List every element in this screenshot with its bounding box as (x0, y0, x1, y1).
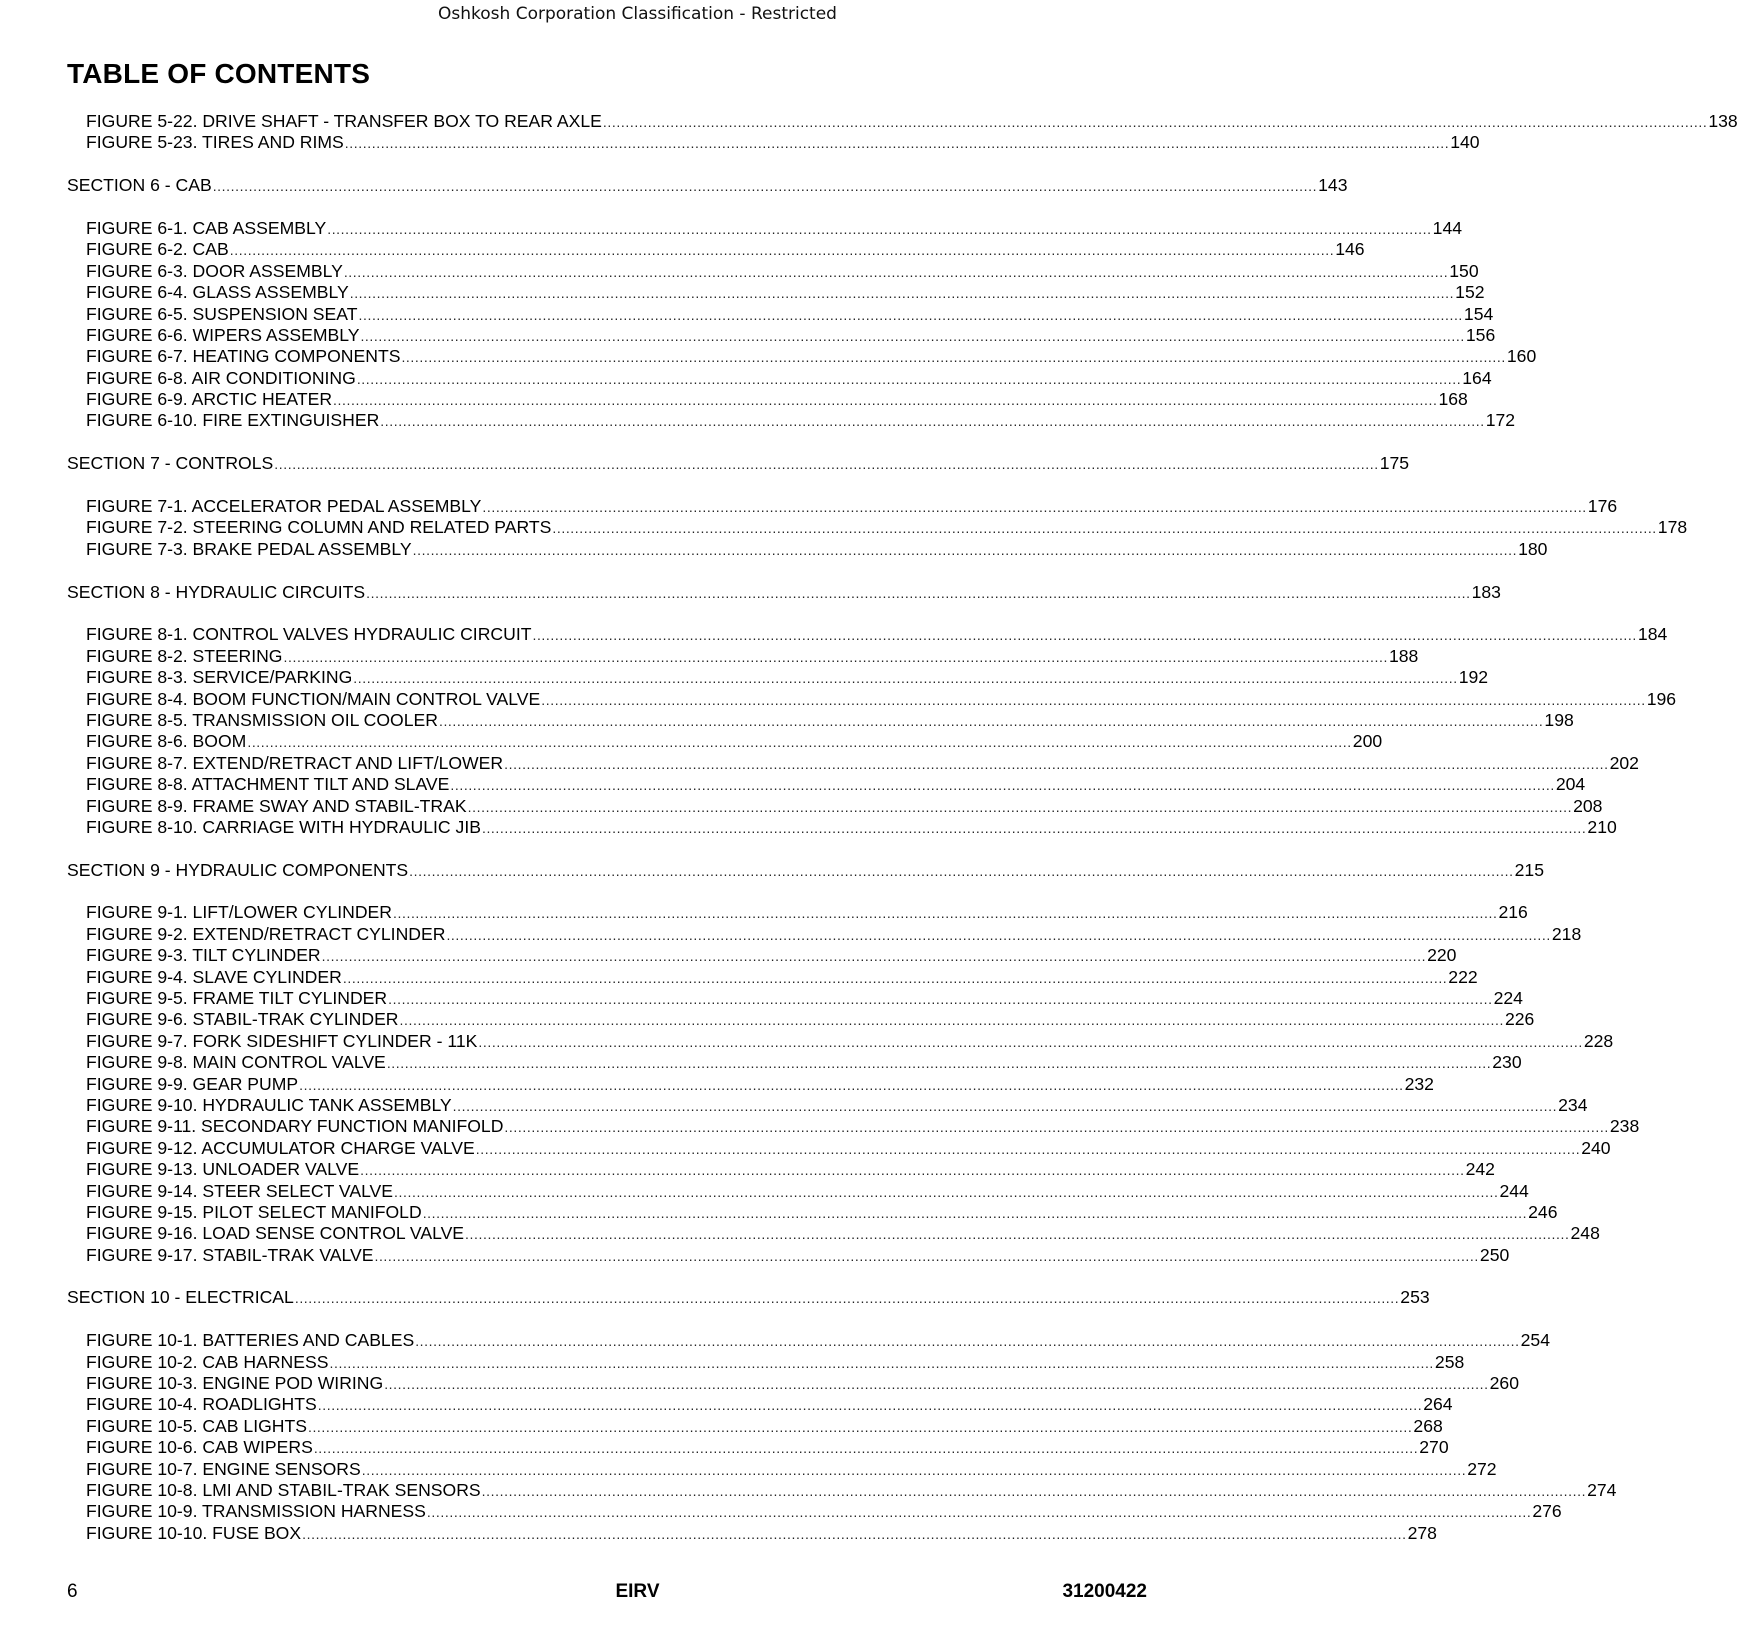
toc-figure-entry[interactable] (67, 217, 1463, 239)
toc-entry-page: 146 (1335, 239, 1365, 260)
toc-entry-page: 228 (1583, 1030, 1614, 1051)
dot-leader: ...................................................................................................................................................................................................................................................... (426, 1504, 1532, 1521)
toc-entry-label: FIGURE 8-2. STEERING (86, 645, 283, 666)
toc-figure-entry[interactable] (67, 282, 1485, 303)
toc-figure-entry[interactable] (67, 538, 1548, 560)
dot-leader: ...................................................................................................................................................................................................................................................... (504, 1119, 1609, 1136)
toc-entry-page: 276 (1532, 1501, 1562, 1522)
toc-entry-page: 272 (1467, 1458, 1497, 1479)
toc-entry-label: FIGURE 6-4. GLASS ASSEMBLY (86, 282, 349, 303)
toc-entry-label: FIGURE 10-5. CAB LIGHTS (86, 1415, 307, 1436)
toc-entry-label: FIGURE 9-4. SLAVE CYLINDER (86, 966, 342, 987)
toc-figure-entry[interactable] (67, 667, 1489, 688)
dot-leader: ...................................................................................................................................................................................................................................................... (374, 1247, 1479, 1264)
toc-entry-page: 178 (1657, 517, 1688, 538)
toc-entry-label: FIGURE 9-16. LOAD SENSE CONTROL VALVE (86, 1223, 465, 1244)
toc-figure-entry[interactable] (67, 1159, 1495, 1180)
toc-section-entry[interactable] (67, 1287, 1430, 1308)
toc-entry-label: FIGURE 10-4. ROADLIGHTS (86, 1394, 317, 1415)
toc-figure-entry[interactable] (67, 945, 1457, 966)
toc-figure-entry[interactable] (67, 1415, 1443, 1437)
toc-entry-page: 248 (1570, 1223, 1600, 1244)
dot-leader: ...................................................................................................................................................................................................................................................... (450, 777, 1555, 794)
toc-entry-page: 278 (1407, 1522, 1437, 1543)
toc-entry-label: FIGURE 10-3. ENGINE POD WIRING (86, 1373, 384, 1394)
toc-entry-page: 183 (1471, 581, 1501, 602)
toc-entry-page: 175 (1379, 453, 1410, 474)
toc-entry-label: FIGURE 10-6. CAB WIPERS (86, 1437, 313, 1458)
toc-figure-entry[interactable] (67, 260, 1479, 282)
footer-doc-number: 31200422 (1062, 1581, 1147, 1602)
toc-entry-label: FIGURE 10-2. CAB HARNESS (86, 1351, 329, 1372)
dot-leader: ...................................................................................................................................................................................................................................................... (552, 520, 1657, 537)
toc-entry-page: 200 (1352, 731, 1383, 752)
dot-leader: ...................................................................................................................................................................................................................................................... (412, 541, 1518, 558)
toc-figure-entry[interactable] (67, 410, 1516, 431)
toc-entry-page: 246 (1528, 1201, 1558, 1222)
toc-entry-label: FIGURE 10-8. LMI AND STABIL-TRAK SENSORS (86, 1480, 481, 1500)
dot-leader: ...................................................................................................................................................................................................................................................... (384, 1376, 1489, 1393)
toc-entry-page: 216 (1498, 902, 1528, 923)
toc-entry-page: 226 (1504, 1009, 1535, 1030)
toc-entry-label: FIGURE 10-7. ENGINE SENSORS (86, 1458, 361, 1479)
toc-figure-entry[interactable] (67, 346, 1537, 367)
toc-entry-label: FIGURE 6-7. HEATING COMPONENTS (86, 346, 401, 367)
toc-entry-label: FIGURE 8-4. BOOM FUNCTION/MAIN CONTROL VALVE (86, 688, 541, 709)
dot-leader: ...................................................................................................................................................................................................................................................... (482, 499, 1587, 516)
toc-figure-entry[interactable] (67, 1522, 1437, 1544)
toc-entry-label: FIGURE 6-6. WIPERS ASSEMBLY (86, 324, 360, 345)
toc-entry-label: FIGURE 5-22. DRIVE SHAFT - TRANSFER BOX TO REAR AXLE (86, 111, 602, 131)
toc-entry-label: FIGURE 7-3. BRAKE PEDAL ASSEMBLY (86, 538, 412, 559)
dot-leader: ...................................................................................................................................................................................................................................................... (446, 926, 1551, 943)
dot-leader: ...................................................................................................................................................................................................................................................... (358, 306, 1463, 323)
toc-entry-page: 220 (1427, 945, 1457, 966)
dot-leader: ...................................................................................................................................................................................................................................................... (360, 327, 1465, 344)
dot-leader: ...................................................................................................................................................................................................................................................... (422, 1204, 1528, 1221)
toc-entry-label: FIGURE 8-1. CONTROL VALVES HYDRAULIC CIRCUIT (86, 624, 532, 645)
dot-leader: ...................................................................................................................................................................................................................................................... (302, 1525, 1407, 1542)
toc-entry-page: 242 (1465, 1159, 1495, 1180)
dot-leader: ...................................................................................................................................................................................................................................................... (342, 969, 1448, 986)
toc-entry-page: 270 (1419, 1437, 1449, 1458)
toc-entry-label: SECTION 10 - ELECTRICAL (67, 1287, 294, 1308)
toc-entry-label: FIGURE 8-9. FRAME SWAY AND STABIL-TRAK (86, 795, 467, 816)
dot-leader: ...................................................................................................................................................................................................................................................... (356, 370, 1462, 387)
dot-leader: ...................................................................................................................................................................................................................................................... (360, 1162, 1465, 1179)
toc-figure-entry[interactable] (67, 774, 1586, 795)
toc-entry-page: 222 (1448, 966, 1478, 987)
toc-figure-entry[interactable] (67, 816, 1617, 838)
toc-entry-page: 258 (1434, 1351, 1465, 1372)
toc-entry-label: FIGURE 9-2. EXTEND/RETRACT CYLINDER (86, 923, 446, 944)
dot-leader: ...................................................................................................................................................................................................................................................... (478, 1033, 1583, 1050)
toc-figure-entry[interactable] (67, 1009, 1535, 1030)
footer-page-number: 6 (67, 1581, 78, 1602)
toc-entry-page: 244 (1499, 1180, 1529, 1201)
toc-entry-label: FIGURE 9-17. STABIL-TRAK VALVE (86, 1244, 374, 1265)
toc-list (67, 111, 1738, 1544)
toc-entry-label: SECTION 9 - HYDRAULIC COMPONENTS (67, 859, 409, 880)
dot-leader: ...................................................................................................................................................................................................................................................... (409, 862, 1514, 879)
toc-entry-label: FIGURE 6-8. AIR CONDITIONING (86, 367, 356, 388)
classification-header: Oshkosh Corporation Classification - Restricted (438, 4, 837, 24)
toc-entry-page: 144 (1432, 217, 1463, 238)
dot-leader: ...................................................................................................................................................................................................................................................... (329, 1354, 1434, 1371)
dot-leader: ...................................................................................................................................................................................................................................................... (313, 1440, 1419, 1457)
toc-entry-page: 210 (1587, 816, 1617, 837)
toc-figure-entry[interactable] (67, 1373, 1519, 1394)
toc-figure-entry[interactable] (67, 111, 1738, 132)
dot-leader: ...................................................................................................................................................................................................................................................... (386, 1055, 1492, 1072)
toc-entry-page: 238 (1609, 1116, 1640, 1137)
toc-figure-entry[interactable] (67, 645, 1419, 667)
toc-section-entry[interactable] (67, 175, 1348, 196)
toc-entry-page: 254 (1520, 1330, 1550, 1351)
toc-entry-page: 253 (1400, 1287, 1430, 1308)
toc-entry-page: 204 (1555, 774, 1586, 795)
dot-leader: ...................................................................................................................................................................................................................................................... (388, 991, 1493, 1008)
dot-leader: ...................................................................................................................................................................................................................................................... (274, 456, 1379, 473)
dot-leader: ...................................................................................................................................................................................................................................................... (307, 1418, 1413, 1435)
toc-figure-entry[interactable] (67, 688, 1677, 710)
toc-entry-page: 240 (1581, 1137, 1611, 1158)
toc-entry-label: FIGURE 9-7. FORK SIDESHIFT CYLINDER - 11K (86, 1030, 478, 1051)
toc-figure-entry[interactable] (67, 988, 1523, 1009)
dot-leader: ...................................................................................................................................................................................................................................................... (465, 1226, 1570, 1243)
toc-entry-page: 264 (1423, 1394, 1453, 1415)
toc-entry-page: 202 (1609, 752, 1639, 773)
toc-figure-entry[interactable] (67, 1073, 1434, 1095)
dot-leader: ...................................................................................................................................................................................................................................................... (366, 584, 1471, 601)
toc-entry-label: FIGURE 8-6. BOOM (86, 731, 247, 752)
dot-leader: ...................................................................................................................................................................................................................................................... (344, 135, 1450, 152)
toc-figure-entry[interactable] (67, 795, 1603, 817)
toc-figure-entry[interactable] (67, 1137, 1611, 1159)
toc-entry-label: FIGURE 10-1. BATTERIES AND CABLES (86, 1330, 415, 1351)
toc-figure-entry[interactable] (67, 1330, 1550, 1351)
toc-entry-page: 232 (1404, 1073, 1434, 1094)
toc-entry-page: 218 (1551, 923, 1582, 944)
toc-entry-page: 138 (1708, 111, 1738, 131)
dot-leader: ...................................................................................................................................................................................................................................................... (212, 178, 1318, 195)
toc-entry-page: 152 (1455, 282, 1485, 303)
toc-entry-page: 215 (1514, 859, 1544, 880)
toc-entry-page: 192 (1458, 667, 1489, 688)
toc-entry-label: FIGURE 9-13. UNLOADER VALVE (86, 1159, 360, 1180)
toc-figure-entry[interactable] (67, 923, 1582, 945)
toc-entry-page: 184 (1637, 624, 1668, 645)
toc-entry-label: FIGURE 6-9. ARCTIC HEATER (86, 389, 333, 410)
toc-figure-entry[interactable] (67, 1094, 1588, 1116)
dot-leader: ...................................................................................................................................................................................................................................................... (317, 1397, 1423, 1414)
dot-leader: ...................................................................................................................................................................................................................................................... (401, 349, 1506, 366)
dot-leader: ...................................................................................................................................................................................................................................................... (294, 1290, 1400, 1307)
toc-entry-label: FIGURE 9-6. STABIL-TRAK CYLINDER (86, 1009, 399, 1030)
dot-leader: ...................................................................................................................................................................................................................................................... (399, 1012, 1504, 1029)
toc-entry-page: 176 (1587, 496, 1618, 517)
dot-leader: ...................................................................................................................................................................................................................................................... (481, 819, 1587, 836)
toc-figure-entry[interactable] (67, 517, 1688, 538)
toc-figure-entry[interactable] (67, 324, 1496, 346)
toc-entry-page: 268 (1413, 1415, 1443, 1436)
toc-entry-label: FIGURE 6-1. CAB ASSEMBLY (86, 217, 327, 238)
toc-figure-entry[interactable] (67, 1030, 1614, 1052)
toc-entry-label: FIGURE 10-10. FUSE BOX (86, 1522, 302, 1543)
toc-figure-entry[interactable] (67, 1437, 1449, 1458)
toc-entry-label: FIGURE 8-7. EXTEND/RETRACT AND LIFT/LOWER (86, 752, 504, 773)
dot-leader: ...................................................................................................................................................................................................................................................... (415, 1333, 1520, 1350)
toc-section-entry[interactable] (67, 581, 1501, 603)
toc-entry-label: FIGURE 9-15. PILOT SELECT MANIFOLD (86, 1201, 422, 1222)
toc-section-entry[interactable] (67, 453, 1410, 474)
toc-figure-entry[interactable] (67, 239, 1365, 260)
toc-entry-page: 172 (1485, 410, 1516, 431)
toc-figure-entry[interactable] (67, 1052, 1522, 1073)
dot-leader: ...................................................................................................................................................................................................................................................... (475, 1140, 1581, 1157)
dot-leader: ...................................................................................................................................................................................................................................................... (467, 798, 1573, 815)
dot-leader: ...................................................................................................................................................................................................................................................... (283, 648, 1388, 665)
toc-figure-entry[interactable] (67, 132, 1480, 153)
toc-entry-page: 188 (1388, 645, 1419, 666)
dot-leader: ...................................................................................................................................................................................................................................................... (452, 1097, 1558, 1114)
dot-leader: ...................................................................................................................................................................................................................................................... (504, 755, 1609, 772)
dot-leader: ...................................................................................................................................................................................................................................................... (247, 734, 1352, 751)
toc-figure-entry[interactable] (67, 1201, 1558, 1223)
toc-entry-label: FIGURE 7-1. ACCELERATOR PEDAL ASSEMBLY (86, 496, 482, 517)
dot-leader: ...................................................................................................................................................................................................................................................... (392, 905, 1498, 922)
toc-entry-label: FIGURE 9-12. ACCUMULATOR CHARGE VALVE (86, 1137, 475, 1158)
toc-figure-entry[interactable] (67, 1116, 1640, 1137)
toc-entry-page: 164 (1462, 367, 1492, 388)
toc-entry-page: 196 (1646, 688, 1677, 709)
toc-entry-label: FIGURE 6-10. FIRE EXTINGUISHER (86, 410, 380, 431)
dot-leader: ...................................................................................................................................................................................................................................................... (327, 220, 1432, 237)
toc-figure-entry[interactable] (67, 731, 1383, 752)
toc-entry-label: FIGURE 6-3. DOOR ASSEMBLY (86, 260, 343, 281)
dot-leader: ...................................................................................................................................................................................................................................................... (380, 413, 1485, 430)
toc-entry-page: 143 (1318, 175, 1348, 196)
toc-entry-label: FIGURE 9-9. GEAR PUMP (86, 1073, 299, 1094)
toc-entry-label: FIGURE 9-14. STEER SELECT VALVE (86, 1180, 394, 1201)
dot-leader: ...................................................................................................................................................................................................................................................... (349, 285, 1455, 302)
toc-entry-page: 250 (1479, 1244, 1510, 1265)
dot-leader: ...................................................................................................................................................................................................................................................... (343, 263, 1449, 280)
toc-entry-label: FIGURE 7-2. STEERING COLUMN AND RELATED PARTS (86, 517, 552, 538)
toc-section-entry[interactable] (67, 859, 1544, 881)
toc-entry-page: 154 (1463, 303, 1494, 324)
toc-figure-entry[interactable] (67, 966, 1478, 988)
toc-entry-page: 208 (1573, 795, 1603, 816)
dot-leader: ...................................................................................................................................................................................................................................................... (532, 627, 1637, 644)
toc-entry-label: FIGURE 10-9. TRANSMISSION HARNESS (86, 1501, 426, 1522)
footer-model: EIRV (615, 1581, 660, 1602)
toc-figure-entry[interactable] (67, 1244, 1510, 1266)
toc-figure-entry[interactable] (67, 902, 1528, 923)
dot-leader: ...................................................................................................................................................................................................................................................... (321, 948, 1427, 965)
toc-figure-entry[interactable] (67, 389, 1468, 410)
toc-entry-label: FIGURE 9-10. HYDRAULIC TANK ASSEMBLY (86, 1094, 452, 1115)
toc-entry-label: FIGURE 5-23. TIRES AND RIMS (86, 132, 344, 153)
dot-leader: ...................................................................................................................................................................................................................................................... (438, 712, 1544, 729)
toc-entry-label: FIGURE 9-5. FRAME TILT CYLINDER (86, 988, 388, 1009)
toc-entry-label: SECTION 6 - CAB (67, 175, 212, 196)
toc-entry-label: FIGURE 8-10. CARRIAGE WITH HYDRAULIC JIB (86, 816, 481, 837)
toc-entry-page: 180 (1518, 538, 1548, 559)
toc-figure-entry[interactable] (67, 1180, 1529, 1202)
toc-entry-page: 234 (1558, 1094, 1588, 1115)
toc-entry-label: FIGURE 8-5. TRANSMISSION OIL COOLER (86, 709, 438, 730)
toc-entry-page: 156 (1465, 324, 1496, 345)
toc-entry-page: 140 (1450, 132, 1480, 153)
toc-figure-entry[interactable] (67, 1458, 1497, 1480)
dot-leader: ...................................................................................................................................................................................................................................................... (481, 1483, 1587, 1499)
dot-leader: ...................................................................................................................................................................................................................................................... (541, 691, 1646, 708)
toc-entry-label: FIGURE 9-3. TILT CYLINDER (86, 945, 321, 966)
dot-leader: ...................................................................................................................................................................................................................................................... (602, 114, 1708, 130)
toc-entry-page: 160 (1506, 346, 1537, 367)
dot-leader: ...................................................................................................................................................................................................................................................... (353, 670, 1458, 687)
toc-entry-label: FIGURE 9-8. MAIN CONTROL VALVE (86, 1052, 386, 1073)
toc-entry-page: 168 (1438, 389, 1468, 410)
toc-entry-page: 260 (1489, 1373, 1519, 1394)
dot-leader: ...................................................................................................................................................................................................................................................... (229, 242, 1335, 259)
toc-figure-entry[interactable] (67, 1351, 1465, 1373)
toc-entry-label: FIGURE 8-3. SERVICE/PARKING (86, 667, 353, 688)
dot-leader: ...................................................................................................................................................................................................................................................... (299, 1076, 1404, 1093)
toc-figure-entry[interactable] (67, 367, 1492, 389)
toc-figure-entry[interactable] (67, 709, 1574, 731)
dot-leader: ...................................................................................................................................................................................................................................................... (361, 1461, 1467, 1478)
toc-entry-page: 150 (1449, 260, 1479, 281)
toc-figure-entry[interactable] (67, 624, 1668, 645)
toc-figure-entry[interactable] (67, 303, 1494, 325)
toc-entry-label: FIGURE 8-8. ATTACHMENT TILT AND SLAVE (86, 774, 450, 795)
toc-entry-page: 274 (1587, 1480, 1617, 1500)
toc-entry-page: 224 (1493, 988, 1523, 1009)
toc-entry-label: FIGURE 9-11. SECONDARY FUNCTION MANIFOLD (86, 1116, 504, 1137)
toc-figure-entry[interactable] (67, 752, 1639, 774)
toc-entry-page: 198 (1544, 709, 1574, 730)
dot-leader: ...................................................................................................................................................................................................................................................... (333, 392, 1438, 409)
toc-figure-entry[interactable] (67, 1394, 1453, 1415)
toc-entry-page: 230 (1492, 1052, 1522, 1073)
toc-entry-label: FIGURE 9-1. LIFT/LOWER CYLINDER (86, 902, 392, 923)
toc-figure-entry[interactable] (67, 1480, 1617, 1501)
toc-figure-entry[interactable] (67, 1501, 1562, 1522)
page-footer (0, 1581, 1275, 1607)
toc-figure-entry[interactable] (67, 1223, 1600, 1244)
dot-leader: ...................................................................................................................................................................................................................................................... (394, 1183, 1499, 1200)
toc-entry-label: SECTION 8 - HYDRAULIC CIRCUITS (67, 581, 366, 602)
toc-figure-entry[interactable] (67, 496, 1618, 517)
toc-entry-label: FIGURE 6-2. CAB (86, 239, 229, 260)
toc-entry-label: SECTION 7 - CONTROLS (67, 453, 274, 474)
page-title: TABLE OF CONTENTS (67, 58, 371, 89)
toc-entry-label: FIGURE 6-5. SUSPENSION SEAT (86, 303, 358, 324)
